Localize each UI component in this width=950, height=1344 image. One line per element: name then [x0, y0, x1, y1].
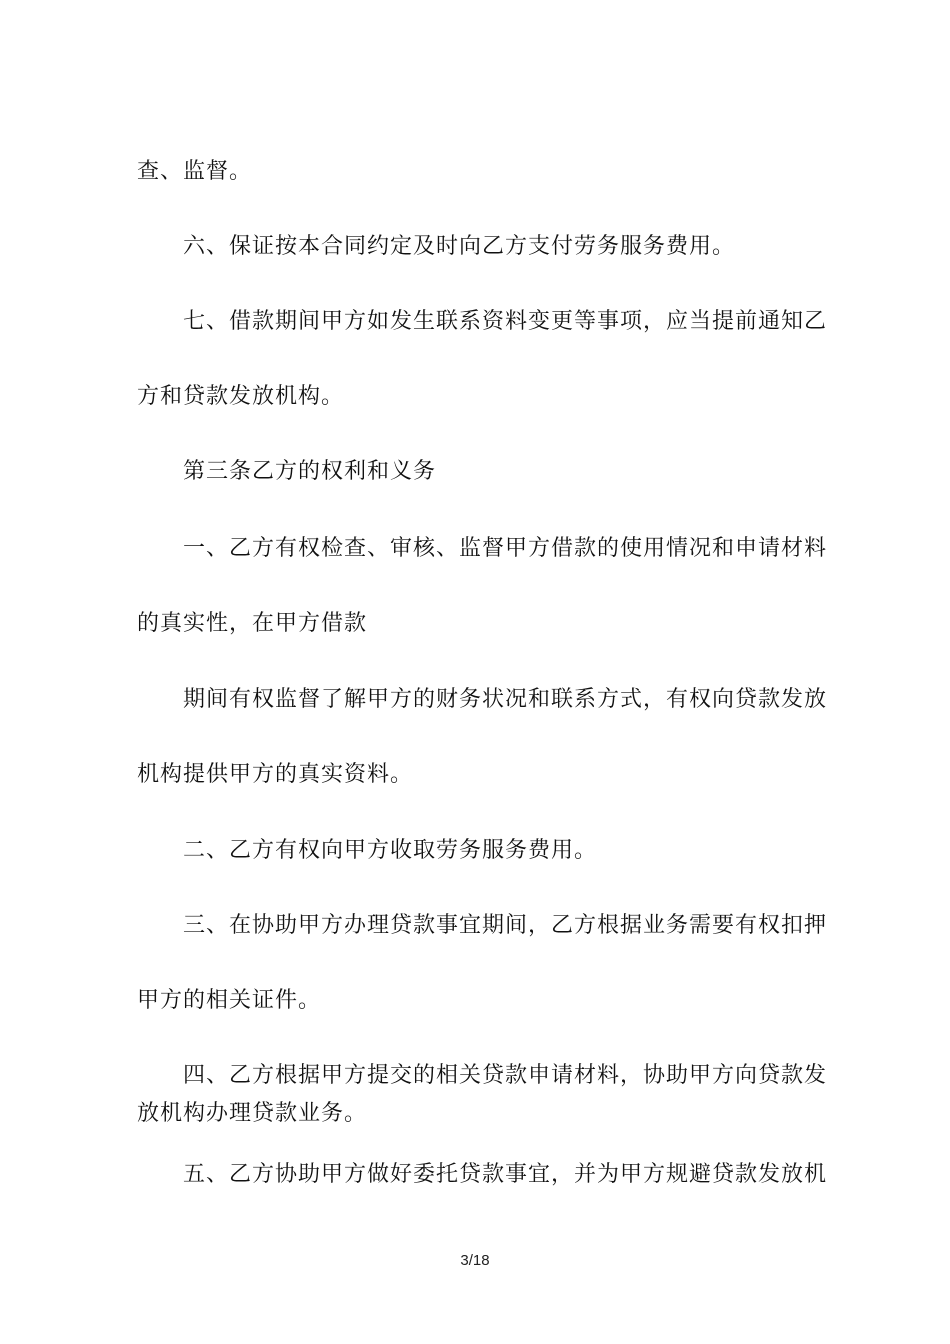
- page-number: 3/18: [460, 1252, 490, 1269]
- text-line: 方和贷款发放机构。: [137, 384, 345, 409]
- text-line: 期间有权监督了解甲方的财务状况和联系方式，有权向贷款发放: [183, 687, 828, 712]
- text-line: 放机构办理贷款业务。: [137, 1101, 368, 1126]
- text-line: 六、保证按本合同约定及时向乙方支付劳务服务费用。: [183, 234, 736, 259]
- text-line: 机构提供甲方的真实资料。: [137, 762, 414, 787]
- text-line: 三、在协助甲方办理贷款事宜期间，乙方根据业务需要有权扣押: [183, 913, 828, 938]
- section-heading: 第三条乙方的权利和义务: [183, 459, 437, 484]
- text-line: 七、借款期间甲方如发生联系资料变更等事项，应当提前通知乙: [183, 309, 828, 334]
- text-line: 二、乙方有权向甲方收取劳务服务费用。: [183, 838, 598, 863]
- text-line: 一、乙方有权检查、审核、监督甲方借款的使用情况和申请材料: [183, 536, 828, 561]
- text-line: 甲方的相关证件。: [137, 988, 322, 1013]
- text-line: 五、乙方协助甲方做好委托贷款事宜，并为甲方规避贷款发放机: [183, 1162, 828, 1187]
- text-line: 的真实性，在甲方借款: [137, 611, 368, 636]
- text-line: 四、乙方根据甲方提交的相关贷款申请材料，协助甲方向贷款发: [183, 1063, 828, 1088]
- text-line: 查、监督。: [137, 159, 253, 184]
